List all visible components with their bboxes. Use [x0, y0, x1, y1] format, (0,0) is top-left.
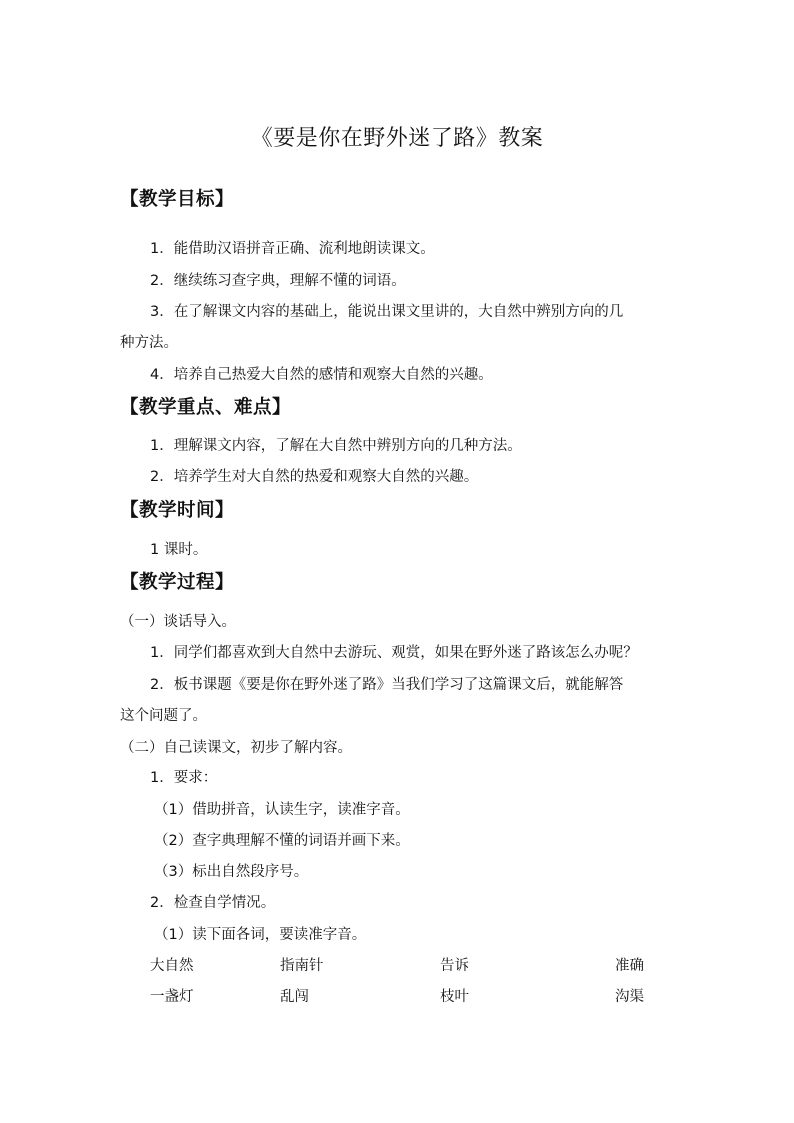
goal-item: 3．在了解课文内容的基础上，能说出课文里讲的，大自然中辨别方向的几	[150, 304, 624, 320]
document-title: 《要是你在野外迷了路》教案	[250, 126, 544, 151]
goal-item: 2．继续练习查字典，理解不懂的词语。	[150, 273, 406, 289]
vocab-word: 准确	[615, 958, 644, 974]
process-subitem: （2）查字典理解不懂的词语并画下来。	[154, 833, 410, 849]
vocab-word: 枝叶	[440, 989, 469, 1005]
section-heading-process: 【教学过程】	[120, 572, 235, 593]
goal-item: 1．能借助汉语拼音正确、流利地朗读课文。	[150, 241, 435, 257]
vocab-word: 告诉	[440, 958, 469, 974]
process-item: 2．检查自学情况。	[150, 895, 276, 911]
goal-item: 4．培养自己热爱大自然的感情和观察大自然的兴趣。	[150, 367, 493, 383]
process-item: 1．要求：	[150, 770, 218, 786]
process-item: 2．板书课题《要是你在野外迷了路》当我们学习了这篇课文后，就能解答	[150, 677, 624, 693]
section-heading-time: 【教学时间】	[120, 500, 235, 521]
process-subitem: （3）标出自然段序号。	[154, 864, 309, 880]
vocab-word: 沟渠	[615, 989, 644, 1005]
goal-item-continuation: 种方法。	[120, 335, 178, 351]
key-point-item: 2．培养学生对大自然的热爱和观察大自然的兴趣。	[150, 469, 479, 485]
section-heading-goals: 【教学目标】	[120, 189, 235, 210]
process-item: 1．同学们都喜欢到大自然中去游玩、观赏，如果在野外迷了路该怎么办呢？	[150, 645, 638, 661]
process-step: （二）自己读课文，初步了解内容。	[120, 740, 352, 756]
vocab-word: 一盏灯	[150, 989, 194, 1005]
time-item: 1 课时。	[150, 542, 208, 558]
vocab-word: 乱闯	[280, 989, 309, 1005]
process-subitem: （1）借助拼音，认读生字，读准字音。	[154, 802, 410, 818]
process-item-continuation: 这个问题了。	[120, 708, 207, 724]
vocab-word: 大自然	[150, 958, 194, 974]
section-heading-key-points: 【教学重点、难点】	[120, 397, 292, 418]
vocab-word: 指南针	[280, 958, 324, 974]
process-subitem: （1）读下面各词，要读准字音。	[154, 927, 367, 943]
process-step: （一）谈话导入。	[120, 614, 236, 630]
key-point-item: 1．理解课文内容，了解在大自然中辨别方向的几种方法。	[150, 438, 522, 454]
